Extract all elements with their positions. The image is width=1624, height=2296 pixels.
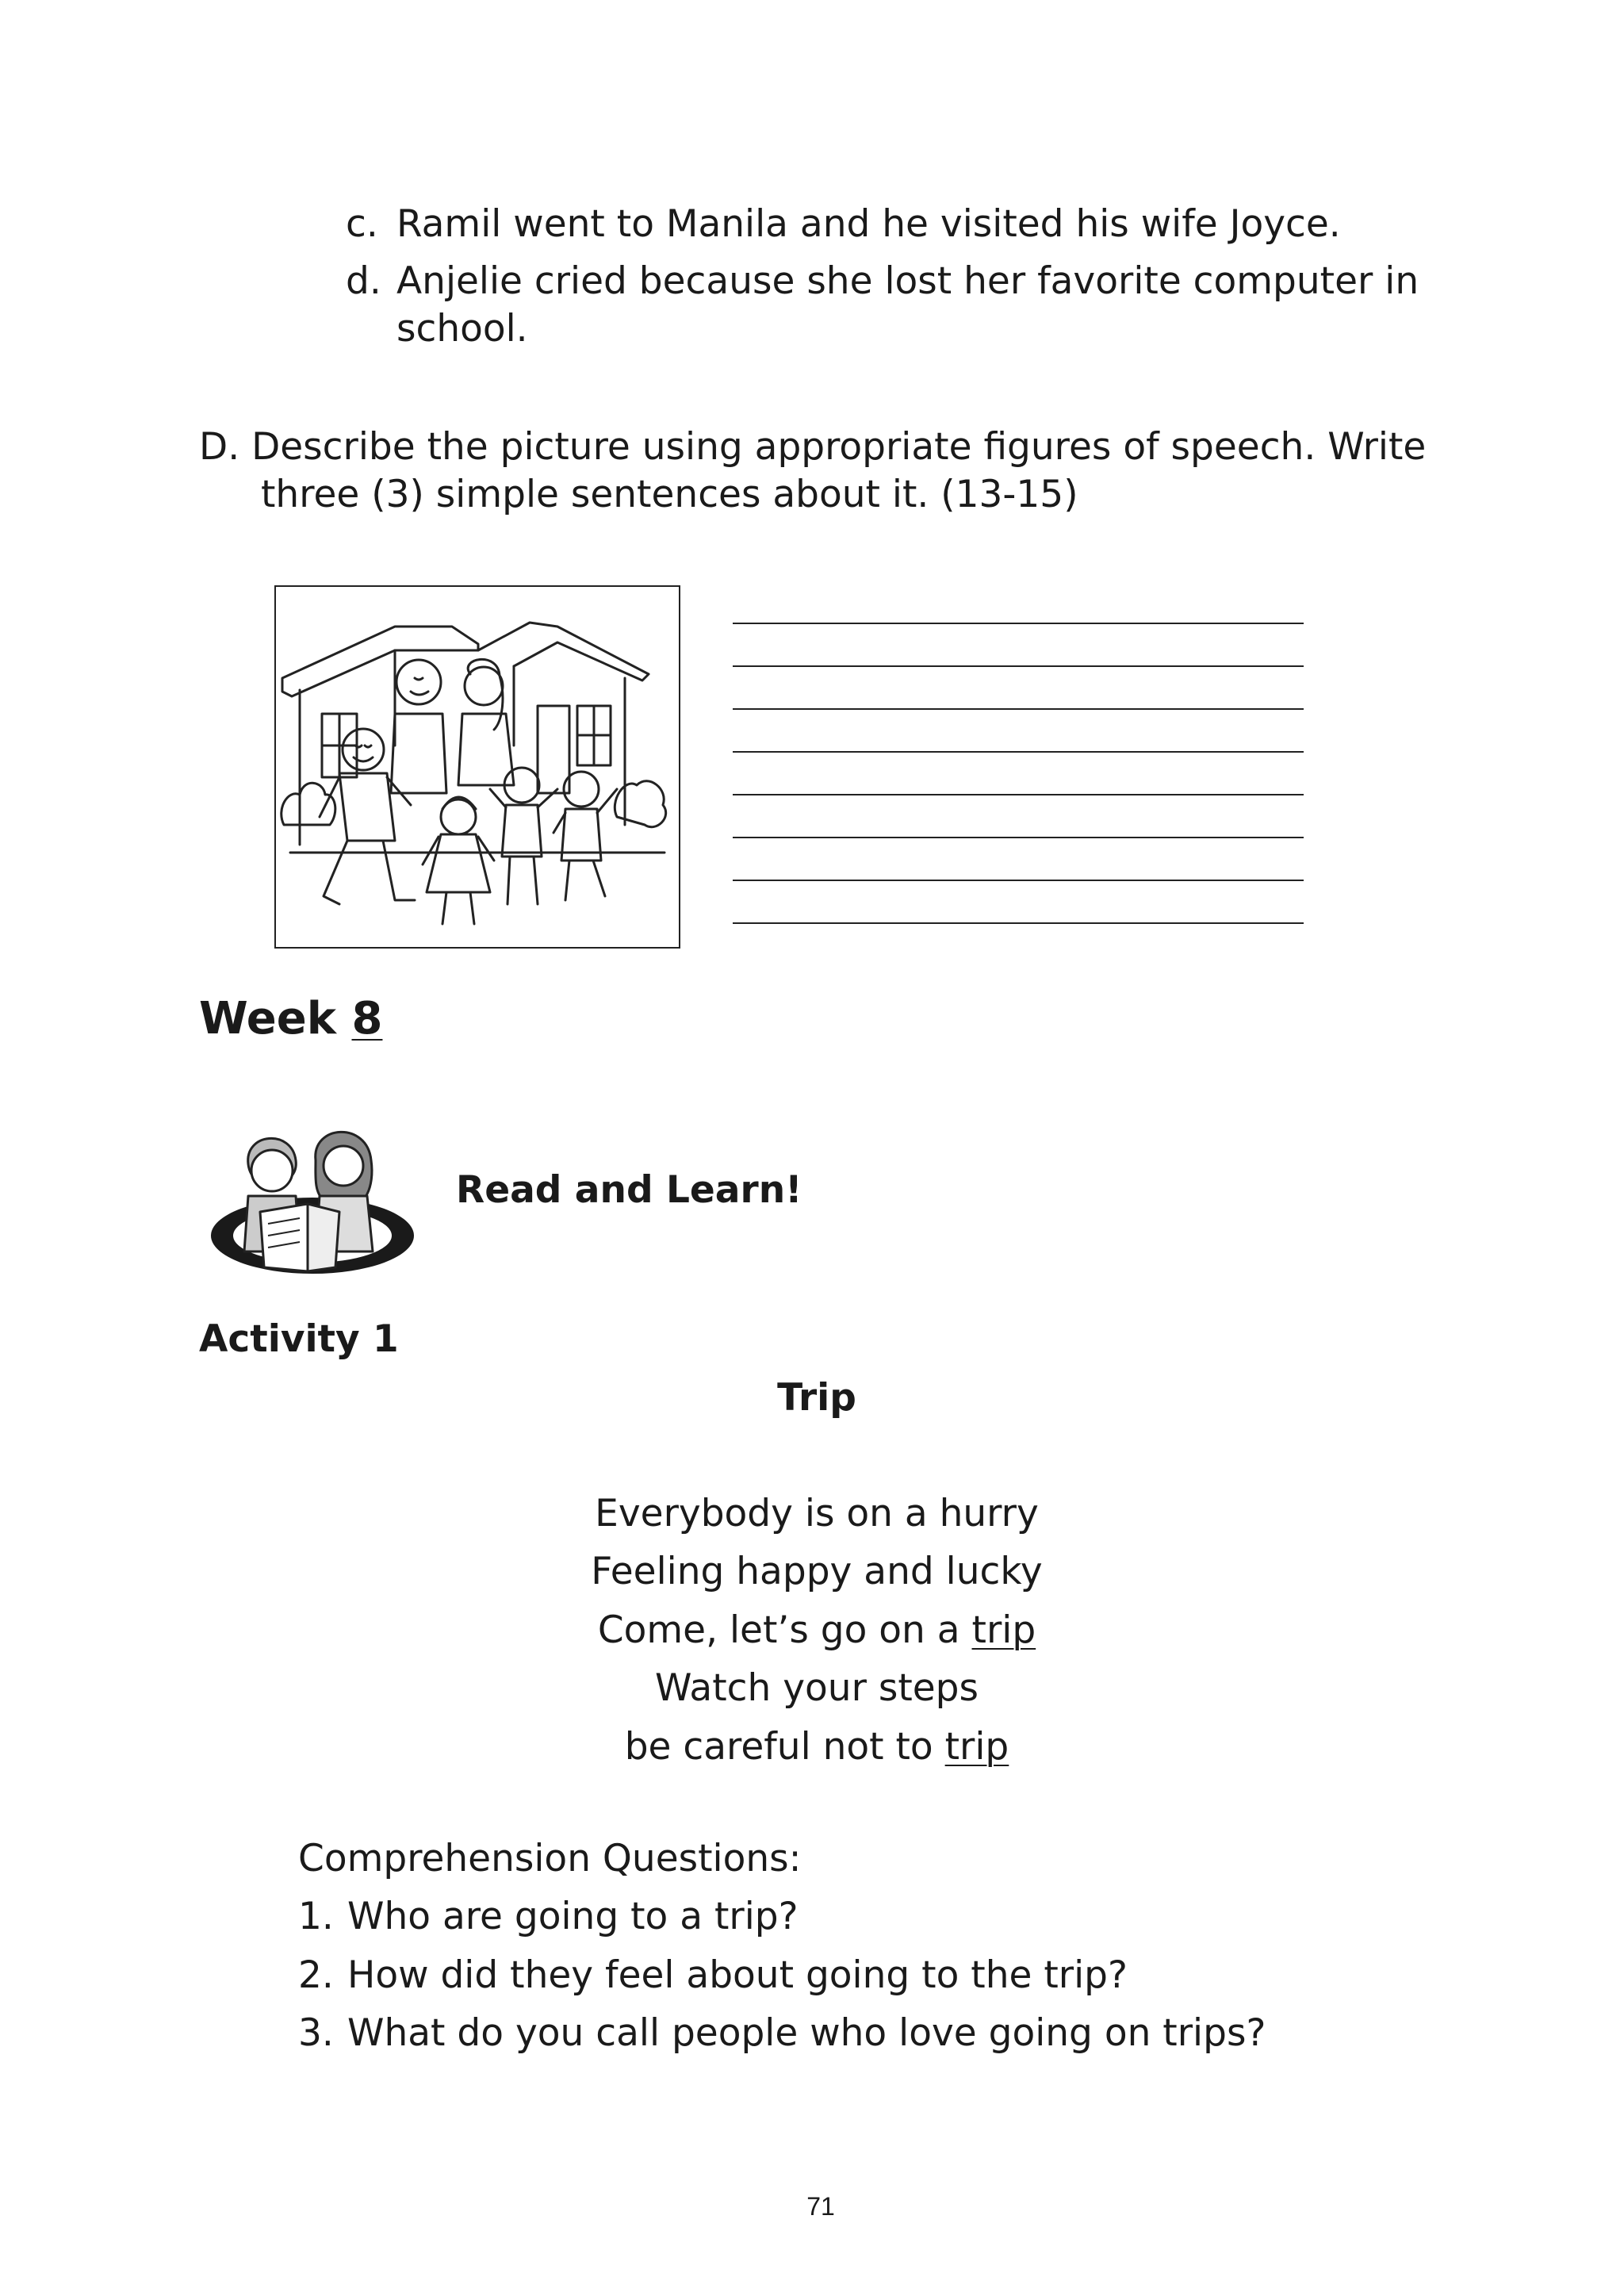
week-heading: [199, 991, 382, 1047]
week-number: 8: [351, 993, 383, 1045]
item-d-marker: d.: [346, 259, 381, 303]
poem-line-5-text: be careful not to: [624, 1725, 945, 1769]
answer-lines[interactable]: [733, 623, 1307, 932]
kids-reading-icon: [205, 1117, 420, 1280]
comprehension-heading: Comprehension Questions:: [298, 1837, 802, 1880]
question-number: 1.: [298, 1895, 334, 1938]
item-d-text-line1: Anjelie cried because she lost her favorite computer in: [396, 259, 1419, 303]
answer-line[interactable]: [733, 665, 1304, 667]
poem-keyword-trip: trip: [944, 1725, 1009, 1769]
answer-line[interactable]: [733, 837, 1304, 838]
answer-line[interactable]: [733, 794, 1304, 795]
item-d-text-line2: school.: [396, 307, 528, 351]
poem-keyword-trip: trip: [971, 1608, 1036, 1652]
item-c-text: Ramil went to Manila and he visited his wife Joyce.: [396, 202, 1341, 246]
poem-line-3: [0, 1608, 1624, 1654]
answer-line[interactable]: [733, 880, 1304, 881]
page-number: 71: [806, 2192, 835, 2221]
question-number: 2.: [298, 1953, 334, 1997]
answer-line[interactable]: [733, 708, 1304, 710]
question-text: How did they feel about going to the trip?: [347, 1953, 1128, 1997]
family-house-illustration: [274, 585, 680, 949]
question-number: 3.: [298, 2011, 334, 2055]
poem-line-3-text: Come, let’s go on a: [597, 1608, 972, 1652]
poem-line-4: Watch your steps: [654, 1666, 979, 1710]
item-c-marker: c.: [346, 202, 378, 246]
section-d-instruction-line2: three (3) simple sentences about it. (13-15): [261, 473, 1078, 516]
answer-line[interactable]: [733, 623, 1304, 624]
activity-heading: Activity 1: [199, 1317, 399, 1361]
poem-title: Trip: [777, 1376, 856, 1420]
answer-line[interactable]: [733, 922, 1304, 924]
poem-line-2: Feeling happy and lucky: [591, 1550, 1043, 1593]
poem-line-1: Everybody is on a hurry: [595, 1492, 1039, 1535]
poem-line-5: [0, 1724, 1624, 1770]
section-d-instruction-line1: D. Describe the picture using appropriate figures of speech. Write: [199, 425, 1427, 469]
question-text: Who are going to a trip?: [347, 1895, 799, 1938]
question-text: What do you call people who love going on trips?: [347, 2011, 1266, 2055]
answer-line[interactable]: [733, 751, 1304, 753]
week-prefix: Week: [199, 993, 352, 1045]
read-and-learn-label: Read and Learn!: [456, 1168, 802, 1212]
